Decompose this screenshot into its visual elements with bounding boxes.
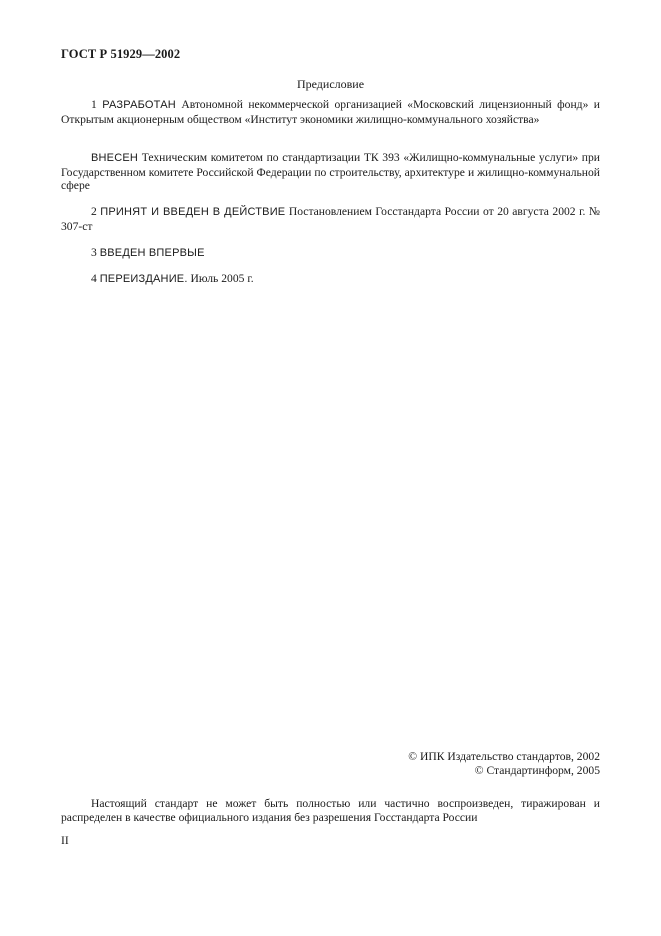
paragraph-number: 1 bbox=[91, 98, 97, 111]
paragraph-lead: ПРИНЯТ И ВВЕДЕН В ДЕЙСТВИЕ bbox=[100, 206, 286, 218]
paragraph-number: 4 bbox=[91, 272, 97, 285]
copyright-line: © Стандартинформ, 2005 bbox=[474, 763, 600, 777]
paragraph-text: Июль 2005 г. bbox=[190, 272, 254, 285]
reproduction-notice: Настоящий стандарт не может быть полностью или частично воспроизведен, тиражирован и распределен в качестве официального издания без разрешения Госстандарта России bbox=[61, 797, 600, 824]
paragraph-text: Постановлением Госстандарта России от 20 августа 2002 г. № 307-ст bbox=[61, 205, 600, 233]
paragraph-reissue bbox=[61, 272, 600, 287]
paragraph-number: 2 bbox=[91, 205, 97, 218]
paragraph-adopted bbox=[61, 205, 600, 233]
paragraph-number: 3 bbox=[91, 246, 97, 259]
paragraph-lead: ПЕРЕИЗДАНИЕ. bbox=[99, 273, 188, 285]
paragraph-lead: ВНЕСЕН bbox=[91, 152, 139, 164]
paragraph-text: Техническим комитетом по стандартизации ТК 393 «Жилищно-коммунальные услуги» при Государственном комитете Российской Федерации по строительству, архитектуре и жилищно-коммунальной сфере bbox=[61, 151, 600, 192]
document-header: ГОСТ Р 51929—2002 bbox=[61, 47, 181, 61]
paragraph-lead: ВВЕДЕН ВПЕРВЫЕ bbox=[99, 247, 205, 259]
page-number: II bbox=[61, 834, 69, 847]
paragraph-developed bbox=[61, 98, 600, 126]
paragraph-lead: РАЗРАБОТАН bbox=[102, 99, 176, 111]
section-title: Предисловие bbox=[296, 77, 365, 91]
copyright-block bbox=[408, 750, 600, 777]
paragraph-text: Автономной некоммерческой организацией «Московский лицензионный фонд» и Открытым акционерным обществом «Институт экономики жилищно-коммунального хозяйства» bbox=[61, 98, 600, 126]
paragraph-introduced bbox=[61, 151, 600, 193]
paragraph-first-introduced bbox=[61, 246, 600, 261]
copyright-line: © ИПК Издательство стандартов, 2002 bbox=[408, 750, 600, 763]
